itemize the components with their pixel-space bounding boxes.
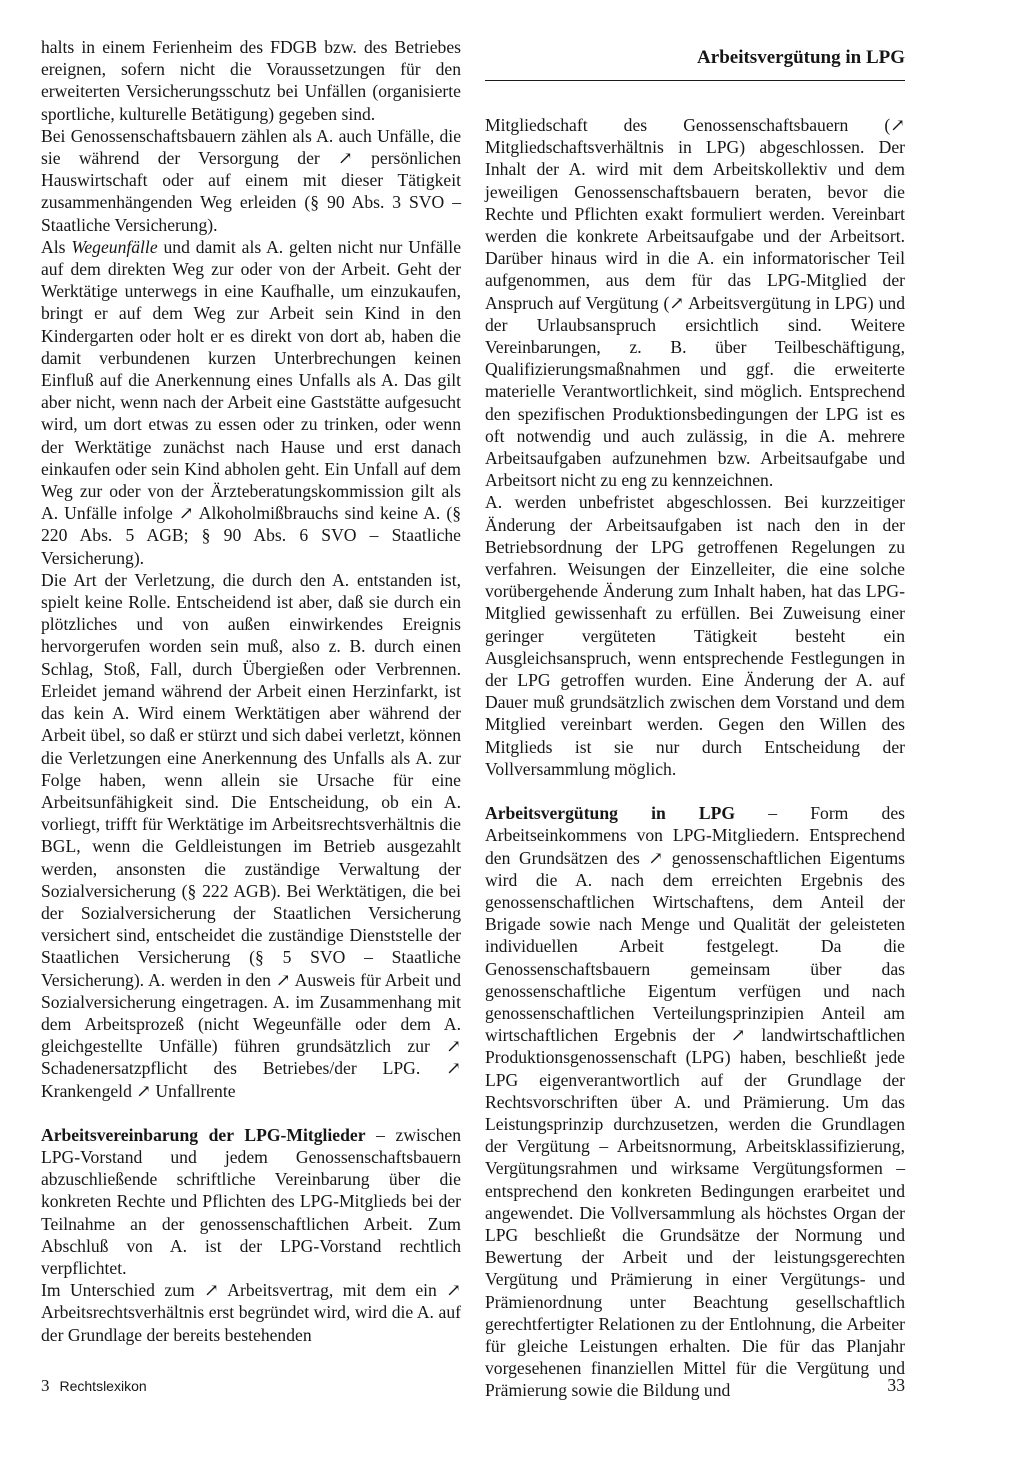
entry-arbeitsvereinbarung bbox=[41, 1124, 461, 1279]
paragraph: halts in einem Ferienheim des FDGB bzw. des Betriebes ereignen, sofern nicht die Voraussetzungen für den erweiterten Versicherungsschutz bei Unfällen (organisierte sportliche, kulturelle Betätigung) gegeben sind. bbox=[41, 37, 461, 124]
paragraph: A. werden unbefristet abgeschlossen. Bei kurzzeitiger Änderung der Arbeitsaufgaben ist nach den in der Betriebsordnung der LPG getroffenen Regelungen zu verfahren. Weisungen der Einzelleiter, die eine solche vorübergehende Änderung zum Inhalt haben, hat das LPG-Mitglied gewissenhaft zu erfüllen. Bei Zuweisung einer geringer vergüteten Tätigkeit besteht ein Ausgleichsanspruch, wenn entsprechende Festlegungen in der LPG getroffen wurden. Eine Änderung der A. auf Dauer muß grundsätzlich zwischen dem Vorstand und dem Mitglied vereinbart werden. Gegen den Willen des Mitglieds ist sie nur durch Entscheidung der Vollversammlung möglich. bbox=[485, 492, 905, 779]
signature-number: 3 bbox=[41, 1376, 50, 1395]
paragraph: Bei Genossenschaftsbauern zählen als A. auch Unfälle, die sie während der Versorgung der ↗ persönlichen Hauswirtschaft oder auf einem mit dieser Tätigkeit zusammenhängenden Weg erleiden (§ 90 Abs. 3 SVO – Staatliche Versicherung). bbox=[41, 125, 461, 235]
entry-headword: Arbeitsvergütung in LPG bbox=[485, 803, 736, 824]
left-column bbox=[41, 36, 461, 1346]
paragraph: Mitgliedschaft des Genossenschaftsbauern (↗ Mitgliedschaftsverhältnis in LPG) abgeschlossen. Der Inhalt der A. wird mit dem Arbeitskollektiv und dem jeweiligen Genossenschaftsbauern beraten, bevor die Rechte und Pflichten exakt formuliert werden. Vereinbart werden die konkrete Arbeitsaufgabe und der Arbeitsort. Darüber hinaus wird in die A. ein informatorischer Teil aufgenommen, aus dem für das LPG-Mitglied der Anspruch auf Vergütung (↗ Arbeitsvergütung in LPG) und der Urlaubsanspruch ersichtlich sind. Weitere Vereinbarungen, z. B. über Teilbeschäftigung, Qualifizierungsmaßnahmen und ggf. die erweiterte materielle Verantwortlichkeit, sind möglich. Entsprechend den spezifischen Produktionsbedingungen der LPG ist es oft notwendig und auch zulässig, in die A. mehrere Arbeitsaufgaben aufzunehmen bzw. Arbeitsaufgabe und Arbeitsort nicht zu eng zu kennzeichnen. bbox=[485, 115, 905, 491]
paragraph-text: Als bbox=[41, 236, 72, 257]
paragraph-text: und damit als A. gelten nicht nur Unfälle auf dem direkten Weg zur oder von der Arbeit. Geht der Werktätige unterwegs in eine Kaufhalle, um einzukaufen, bringt er auf dem Weg zur Arbeit sein Kind in den Kindergarten oder holt er es direkt von dort ab, haben die damit verbundenen kurzen Unterbrechungen keinen Einfluß auf die Anerkennung eines Unfalls als A. Das gilt aber nicht, wenn nach der Arbeit eine Gaststätte aufgesucht wird, um dort etwas zu essen oder zu trinken, oder wenn der Werktätige zunächst nach Hause und erst danach einkaufen oder sein Kind abholen geht. Ein Unfall auf dem Weg zur oder von der Ärzteberatungskommission gilt als A. Unfälle infolge ↗ Alkoholmißbrauchs sind keine A. (§ 220 Abs. 5 AGB; § 90 Abs. 6 SVO – Staatliche Versicherung). bbox=[41, 236, 462, 568]
paragraph: Die Art der Verletzung, die durch den A. entstanden ist, spielt keine Rolle. Entscheidend ist aber, daß sie durch ein plötzliches und von außen einwirkendes Ereignis hervorgerufen worden sein muß, also z. B. durch einen Schlag, Stoß, Fall, durch Übergießen oder Verbrennen. Erleidet jemand während der Arbeit einen Herzinfarkt, ist das kein A. Wird einem Werktätigen aber während der Arbeit übel, so daß er stürzt und sich dabei verletzt, können die Verletzungen eine Anerkennung des Unfalls als A. zur Folge haben, wenn allein sie Ursache für eine Arbeitsunfähigkeit sind. Die Entscheidung, ob ein A. vorliegt, trifft für Werktätige im Arbeitsrechtsverhältnis die BGL, wenn die Geldleistungen im Betrieb ausgezahlt werden, ansonsten die zuständige Verwaltung der Sozialversicherung (§ 222 AGB). Bei Werktätigen, die bei der Sozialversicherung der Staatlichen Versicherung versichert sind, entscheidet die zuständige Dienststelle der Staatlichen Versicherung (§ 5 SVO – Staatliche Versicherung). A. werden in den ↗ Ausweis für Arbeit und Sozialversicherung eingetragen. A. im Zusammenhang mit dem Arbeitsprozeß (nicht Wegeunfälle oder dem A. gleichgestellte Unfälle) führen grundsätzlich zur ↗ Schadenersatzpflicht des Betriebes/der LPG. ↗ Krankengeld ↗ Unfallrente bbox=[41, 569, 461, 1101]
emphasis-term: Wegeunfälle bbox=[71, 236, 158, 257]
header-rule bbox=[485, 80, 905, 81]
paragraph bbox=[41, 236, 461, 569]
running-head: Arbeitsvergütung in LPG bbox=[697, 47, 905, 68]
paragraph: Im Unterschied zum ↗ Arbeitsvertrag, mit dem ein ↗ Arbeitsrechtsverhältnis erst begründet wird, wird die A. auf der Grundlage der bereits bestehenden bbox=[41, 1280, 461, 1345]
entry-text: – zwischen LPG-Vorstand und jedem Genossenschaftsbauern abzuschließende schriftliche Vereinbarung über die konkreten Rechte und Pflichten des LPG-Mitglieds bei der Teilnahme an der genossenschaftlichen Arbeit. Zum Abschluß von A. ist der LPG-Vorstand rechtlich verpflichtet. bbox=[41, 1124, 461, 1278]
entry-arbeitsverguetung bbox=[485, 802, 905, 1401]
entry-text: – Form des Arbeitseinkommens von LPG-Mitgliedern. Entsprechend den Grundsätzen des ↗ genossenschaftlichen Eigentums wird die A. nach dem erreichten Ergebnis des genossenschaftlichen Wirtschaftens, dem Anteil der Brigade sowie nach Menge und Qualität der geleisteten individuellen Arbeit festgelegt. Da die Genossenschaftsbauern gemeinsam über das genossenschaftliche Eigentum verfügen und nach genossenschaftlichen Verteilungsprinzipien Anteil am wirtschaftlichen Ergebnis der ↗ landwirtschaftlichen Produktionsgenossenschaft (LPG) haben, beschließt jede LPG eigenverantwortlich auf der Grundlage der Rechtsvorschriften über A. und Prämierung. Um das Leistungsprinzip durchzusetzen, werden die Grundlagen der Vergütung – Arbeitsnormung, Arbeitsklassifizierung, Vergütungsrahmen und wirksame Vergütungsformen – entsprechend den konkreten Bedingungen erarbeitet und angewendet. Die Vollversammlung als höchstes Organ der LPG beschließt die Grundsätze der Normung und Bewertung der Arbeit und der leistungsgerechten Vergütung und Prämierung in einer Vergütungs- und Prämienordnung unter Beachtung gesellschaftlich gerechtfertigter Relationen zu der Entlohnung, die Arbeiter für gleiche Leistungen erhalten. Die für das Planjahr vorgesehenen finanziellen Mittel für die Vergütung und Prämierung sowie die Bildung und bbox=[485, 803, 905, 1401]
signature-text: Rechtslexikon bbox=[59, 1378, 147, 1394]
page-number: 33 bbox=[887, 1375, 905, 1395]
right-column bbox=[485, 114, 905, 1402]
entry-headword: Arbeitsvereinbarung der LPG-Mitglieder bbox=[41, 1124, 366, 1145]
printer-signature bbox=[41, 1376, 147, 1397]
